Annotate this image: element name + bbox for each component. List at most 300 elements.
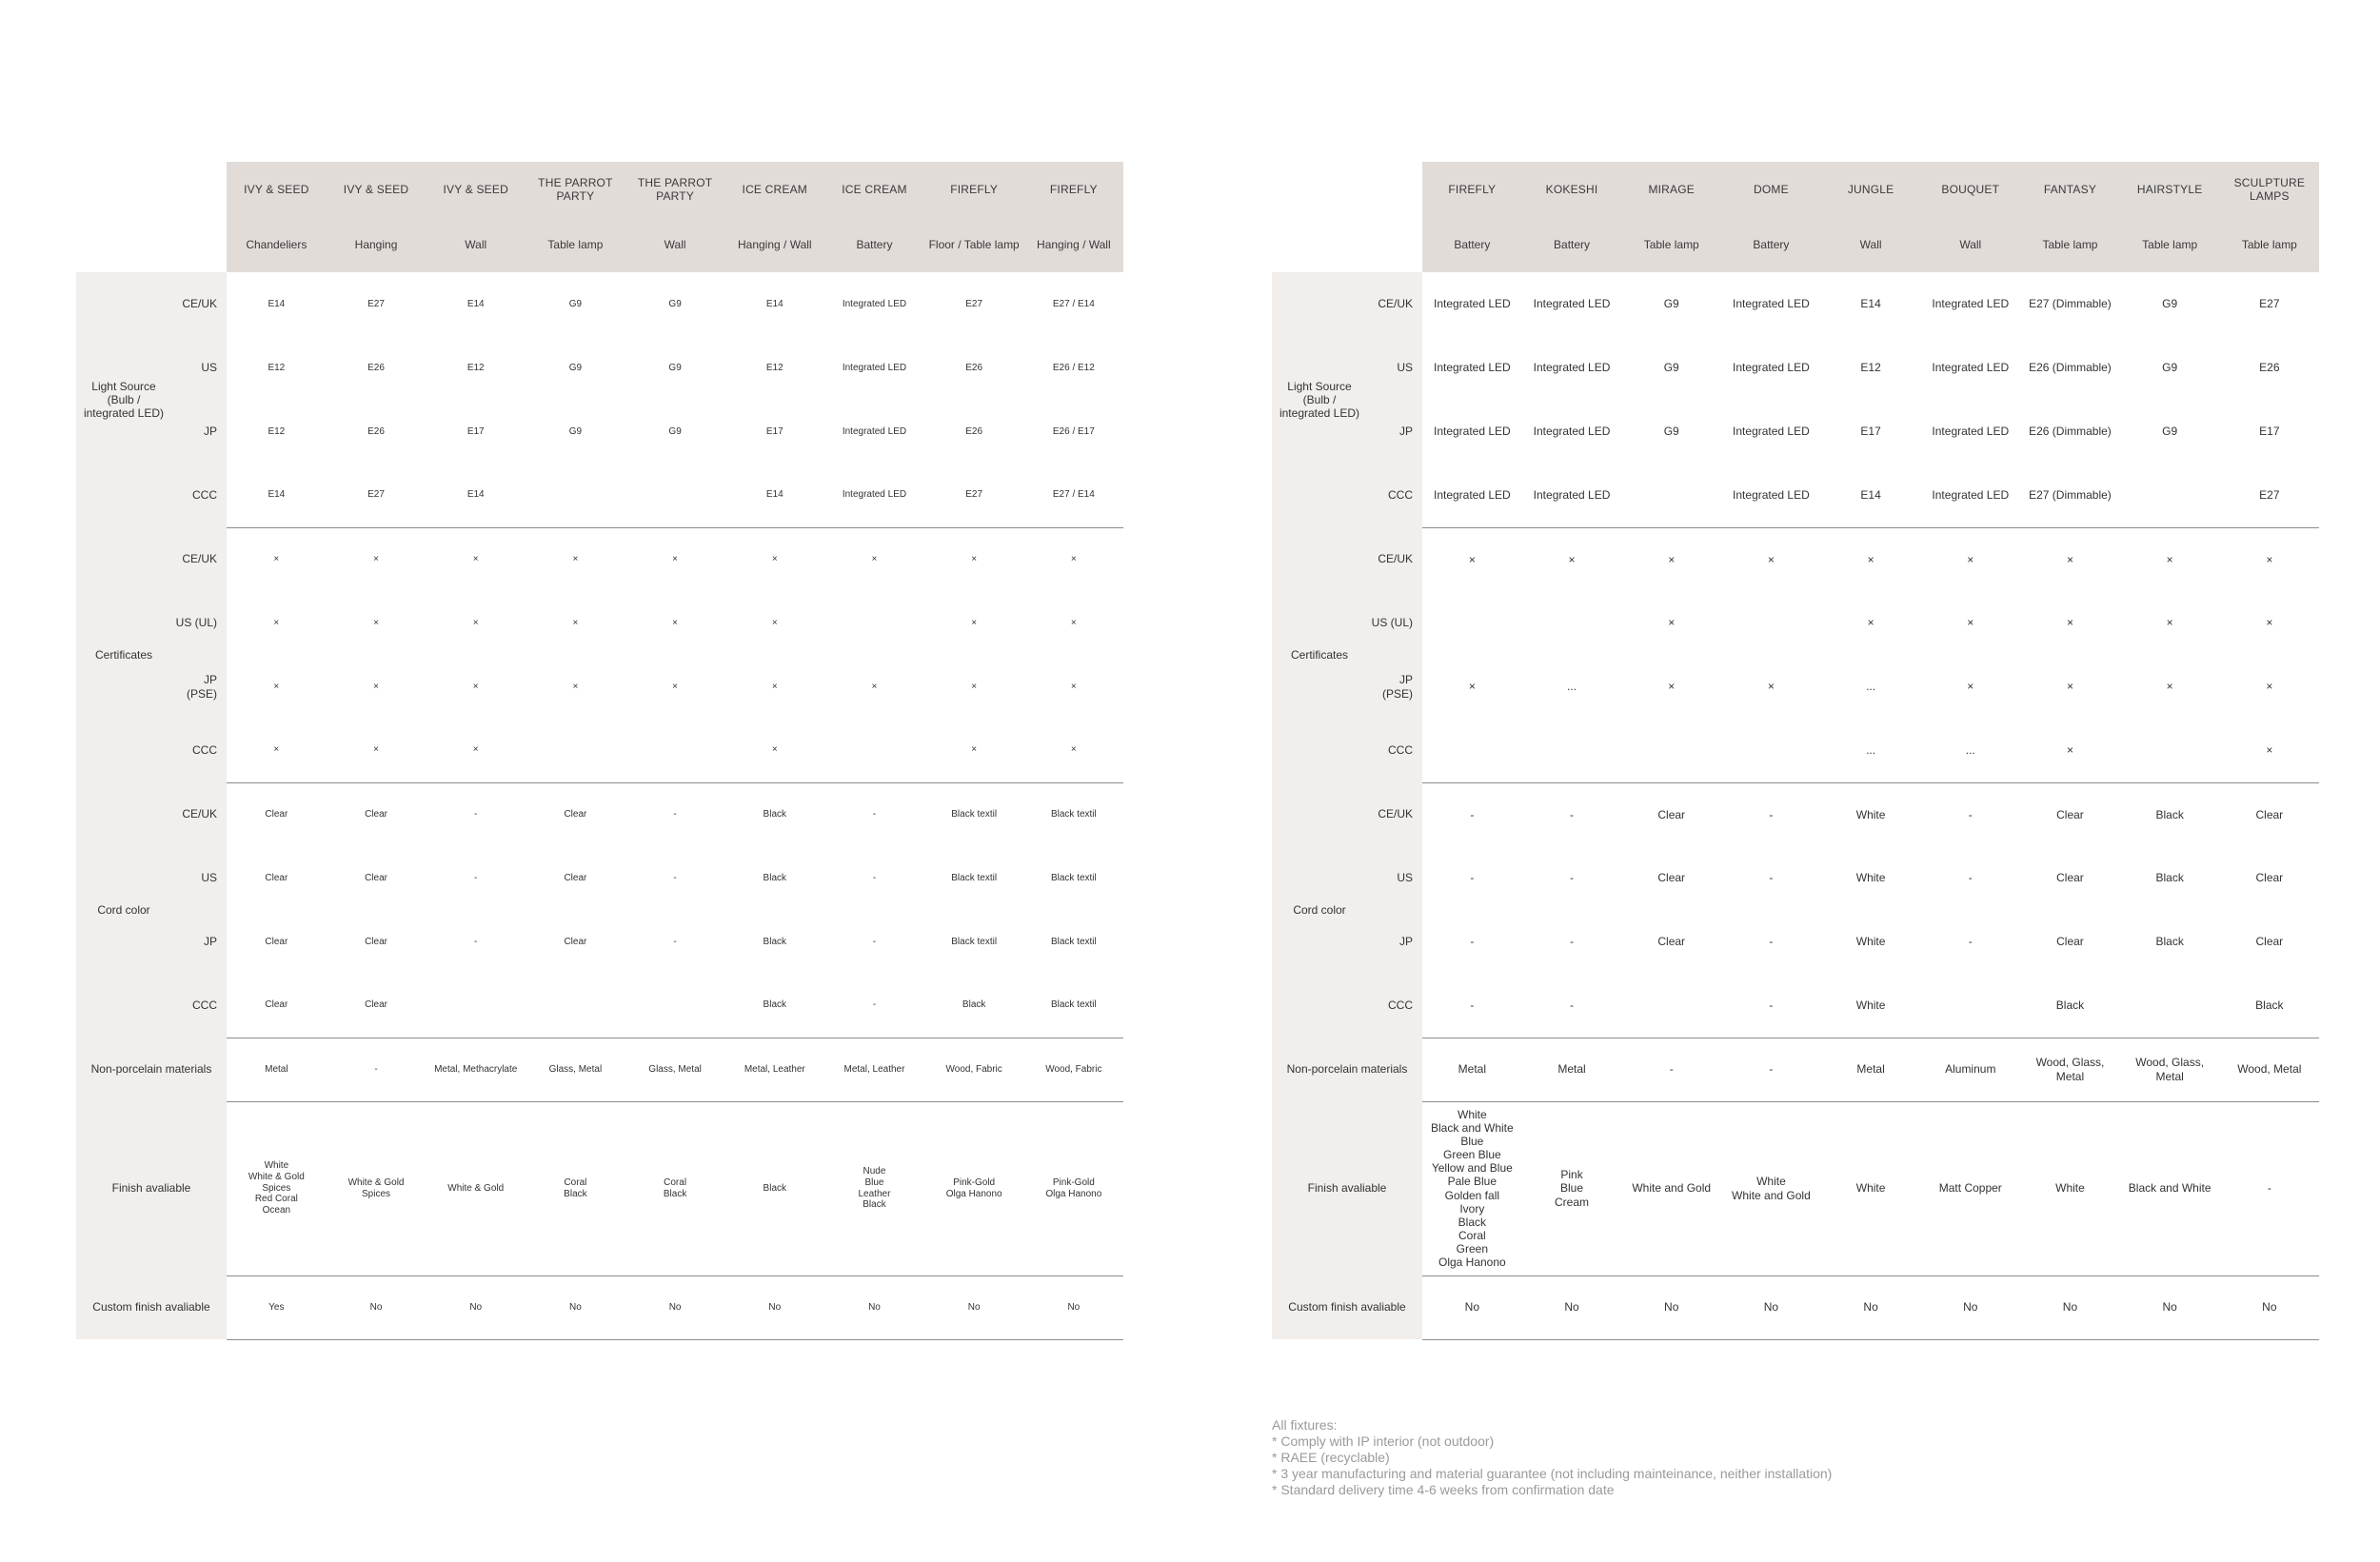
table-cell: - (824, 974, 924, 1038)
table-cell: Wood, Glass, Metal (2120, 1038, 2220, 1101)
table-cell: E27 / E14 (1052, 298, 1095, 309)
header-row-types (1272, 217, 2319, 272)
table-cell: G9 (568, 425, 583, 437)
table-cell: × (2066, 552, 2073, 566)
table-cell (1621, 1101, 1721, 1275)
table-cell: - (1570, 807, 1575, 821)
table-cell (2120, 719, 2220, 782)
table-cell: Integrated LED (842, 298, 907, 309)
table-cell: × (1767, 552, 1775, 566)
table-cell: × (327, 719, 426, 782)
table-cell: × (273, 553, 280, 564)
table-cell: Clear (265, 872, 288, 883)
table-cell: - (1968, 807, 1973, 821)
finish-option: Pink (1560, 1168, 1583, 1182)
table-cell: × (472, 681, 479, 692)
table-cell: Integrated LED (1721, 464, 1821, 527)
finish-option: Black (663, 1188, 687, 1199)
header-row-names (76, 162, 1123, 217)
table-cell: Clear (365, 936, 387, 947)
table-cell: - (1422, 974, 1522, 1038)
table-cell (824, 719, 924, 782)
table-cell: Black textil (1050, 872, 1097, 883)
table-cell: E17 (2259, 425, 2280, 439)
table-cell: × (2266, 616, 2273, 630)
table-cell: - (1968, 871, 1973, 885)
finish-option: Nude (863, 1165, 886, 1176)
table-row (1272, 1038, 2319, 1101)
column-product-name: SCULPTURE LAMPS (2220, 162, 2320, 217)
table-cell: G9 (568, 298, 583, 309)
table-cell: E27 (924, 464, 1024, 527)
table-cell (824, 591, 924, 655)
table-row (1272, 1275, 2319, 1339)
finish-option: Black (1458, 1215, 1487, 1229)
table-cell: - (673, 936, 677, 947)
table-row (76, 591, 1123, 655)
region-label: CCC (1367, 974, 1422, 1038)
region-label: US (UL) (171, 591, 227, 655)
table-cell: × (2066, 680, 2073, 694)
table-cell: - (474, 808, 478, 820)
finish-option: Black and White (2128, 1181, 2211, 1196)
finish-option: White & Gold (347, 1176, 405, 1188)
table-cell (1422, 591, 1522, 655)
table-cell: No (924, 1275, 1024, 1339)
table-cell: Integrated LED (1932, 297, 2010, 311)
table-cell: - (872, 808, 877, 820)
table-cell: E26 (367, 362, 385, 373)
region-label: JP (171, 400, 227, 464)
finish-option: Matt Copper (1938, 1181, 2002, 1196)
table-cell: Black (2220, 974, 2320, 1038)
table-row (1272, 910, 2319, 974)
table-cell: White (1855, 807, 1886, 821)
table-cell: × (1767, 680, 1775, 694)
table-cell: Clear (2255, 871, 2284, 885)
table-cell (1920, 1101, 2020, 1275)
table-cell: Black (763, 808, 786, 820)
table-cell: - (474, 936, 478, 947)
column-product-type: Floor / Table lamp (924, 217, 1024, 272)
table-cell: E27 (Dimmable) (2029, 297, 2112, 311)
table-row (76, 400, 1123, 464)
table-cell: Clear (1657, 935, 1686, 949)
table-cell: No (2120, 1275, 2220, 1339)
column-product-type: Hanging / Wall (724, 217, 824, 272)
table-cell (2220, 1101, 2320, 1275)
table-cell: × (2020, 719, 2120, 782)
column-product-type: Hanging / Wall (1024, 217, 1124, 272)
table-row (1272, 336, 2319, 400)
table-cell: Clear (564, 872, 587, 883)
table-cell: - (474, 872, 478, 883)
table-cell: × (672, 553, 679, 564)
table-cell: G9 (2162, 425, 2178, 439)
finish-option: Olga Hanono (1438, 1256, 1506, 1270)
finish-option: Cream (1555, 1195, 1590, 1209)
column-product-name: MIRAGE (1621, 162, 1721, 217)
table-cell: × (1070, 553, 1077, 564)
table-cell: × (2166, 680, 2173, 694)
table-cell: E26 (965, 362, 983, 373)
column-product-type: Table lamp (2220, 217, 2320, 272)
table-cell: - (673, 872, 677, 883)
table-cell: E14 (426, 464, 526, 527)
group-label: Light Source (Bulb / integrated LED) (76, 272, 171, 527)
table-cell: White (1855, 935, 1886, 949)
finish-option: White (1458, 1107, 1487, 1121)
table-row (76, 527, 1123, 591)
table-cell: G9 (668, 425, 682, 437)
column-product-type: Wall (625, 217, 725, 272)
column-product-name: THE PARROT PARTY (625, 162, 725, 217)
table-cell: × (572, 681, 579, 692)
finish-option: Yellow and Blue (1431, 1161, 1513, 1176)
table-cell (2120, 974, 2220, 1038)
table-cell: Metal, Leather (824, 1038, 924, 1101)
table-cell: × (1070, 617, 1077, 628)
table-row (76, 272, 1123, 336)
table-cell (1821, 1101, 1921, 1275)
table-cell: × (1867, 616, 1874, 630)
table-row (76, 336, 1123, 400)
region-label: CCC (171, 464, 227, 527)
table-cell: × (971, 681, 978, 692)
table-cell: Clear (265, 936, 288, 947)
table-cell: E27 (367, 298, 385, 309)
table-row (1272, 527, 2319, 591)
table-cell: Glass, Metal (625, 1038, 725, 1101)
column-product-name: DOME (1721, 162, 1821, 217)
column-product-type: Battery (1721, 217, 1821, 272)
table-cell: × (1668, 552, 1676, 566)
column-product-name: IVY & SEED (327, 162, 426, 217)
finish-option: Olga Hanono (945, 1188, 1002, 1199)
table-cell: Black (924, 974, 1024, 1038)
finish-option: Black (863, 1199, 886, 1211)
column-product-name: FIREFLY (1422, 162, 1522, 217)
table-cell: Clear (327, 974, 426, 1038)
table-cell: G9 (2162, 297, 2178, 311)
table-cell: Metal (1522, 1038, 1622, 1101)
table-cell (1621, 464, 1721, 527)
table-cell (526, 1101, 625, 1275)
column-product-type: Wall (1821, 217, 1921, 272)
region-label: CE/UK (1367, 527, 1422, 591)
table-row (1272, 400, 2319, 464)
table-cell: Clear (2056, 935, 2084, 949)
table-cell: Metal, Leather (724, 1038, 824, 1101)
finish-option: Red Coral (254, 1194, 298, 1205)
table-row (76, 782, 1123, 846)
group-label: Cord color (76, 782, 171, 1038)
note-item: * Standard delivery time 4-6 weeks from confirmation date (1272, 1482, 1615, 1497)
table-cell: × (472, 617, 479, 628)
header-row-names (1272, 162, 2319, 217)
note-item: * RAEE (recyclable) (1272, 1450, 1390, 1465)
table-cell: × (273, 681, 280, 692)
table-cell: E27 (965, 298, 983, 309)
finish-option: Coral (664, 1176, 687, 1188)
table-row (1272, 974, 2319, 1038)
region-label: CCC (171, 974, 227, 1038)
table-cell: × (1668, 680, 1676, 694)
table-cell: × (1024, 719, 1124, 782)
table-row (1272, 719, 2319, 782)
table-cell: - (327, 1038, 426, 1101)
table-cell: Black textil (1050, 808, 1097, 820)
table-cell: No (1024, 1275, 1124, 1339)
column-product-name: KOKESHI (1522, 162, 1622, 217)
region-label: US (UL) (1367, 591, 1422, 655)
region-label: CE/UK (171, 272, 227, 336)
table-cell: × (1668, 616, 1676, 630)
group-label: Certificates (1272, 527, 1367, 782)
table-cell: × (572, 553, 579, 564)
table-cell: E27 (2259, 297, 2280, 311)
table-cell: × (1967, 616, 1974, 630)
table-cell: No (426, 1275, 526, 1339)
table-cell: - (872, 936, 877, 947)
table-cell: Integrated LED (842, 425, 907, 437)
table-cell: - (1769, 807, 1774, 821)
table-cell: × (771, 617, 778, 628)
table-cell: Integrated LED (1522, 464, 1622, 527)
column-product-name: IVY & SEED (227, 162, 327, 217)
table-cell: No (1621, 1275, 1721, 1339)
table-cell: - (1470, 935, 1475, 949)
region-label: JP (PSE) (171, 655, 227, 719)
table-cell: × (472, 553, 479, 564)
column-product-type: Wall (1920, 217, 2020, 272)
table-cell: Clear (1657, 807, 1686, 821)
finish-option: Spices (262, 1182, 291, 1194)
table-cell: ... (1920, 719, 2020, 782)
finish-option: Black (564, 1188, 587, 1199)
table-cell: Black (763, 936, 786, 947)
table-cell: E26 / E17 (1052, 425, 1095, 437)
column-product-type: Battery (1522, 217, 1622, 272)
table-cell (824, 1101, 924, 1275)
table-cell: E12 (268, 362, 286, 373)
table-cell (625, 1101, 725, 1275)
column-product-name: FANTASY (2020, 162, 2120, 217)
table-cell (2020, 1101, 2120, 1275)
table-cell: No (526, 1275, 625, 1339)
region-label: JP (1367, 910, 1422, 974)
table-cell: Integrated LED (1932, 361, 2010, 375)
table-cell (1621, 974, 1721, 1038)
table-row (1272, 782, 2319, 846)
table-cell (1522, 591, 1622, 655)
table-cell: Integrated LED (1533, 297, 1611, 311)
table-cell: No (1721, 1275, 1821, 1339)
table-cell: × (672, 681, 679, 692)
region-label: JP (171, 910, 227, 974)
table-cell: Black (724, 974, 824, 1038)
table-cell: Black (2155, 935, 2184, 949)
table-cell (426, 974, 526, 1038)
table-cell: G9 (668, 362, 682, 373)
finish-option: Ivory (1459, 1201, 1485, 1216)
table-cell: E26 (Dimmable) (2029, 425, 2112, 439)
table-cell: Black (2155, 807, 2184, 821)
table-cell (724, 1101, 824, 1275)
table-cell: Clear (1657, 871, 1686, 885)
region-label: US (1367, 336, 1422, 400)
table-cell: Black (2155, 871, 2184, 885)
finish-option: Pink-Gold (1052, 1176, 1095, 1188)
table-cell (1024, 1101, 1124, 1275)
table-cell: × (672, 617, 679, 628)
table-cell: Integrated LED (1433, 297, 1511, 311)
region-label: JP (PSE) (1367, 655, 1422, 719)
finish-option: - (2267, 1181, 2271, 1196)
table-cell: × (1468, 680, 1476, 694)
table-row (76, 1101, 1123, 1275)
table-cell: Black (2020, 974, 2120, 1038)
header-row-types (76, 217, 1123, 272)
table-cell: × (373, 553, 379, 564)
table-cell: Integrated LED (1422, 464, 1522, 527)
table-cell (1422, 1101, 1522, 1275)
header-corner (76, 162, 227, 217)
table-cell: × (1867, 552, 1874, 566)
table-cell: No (2220, 1275, 2320, 1339)
group-label: Cord color (1272, 782, 1367, 1038)
table-row (76, 464, 1123, 527)
column-product-name: JUNGLE (1821, 162, 1921, 217)
table-cell: Black textil (1050, 936, 1097, 947)
region-label: US (171, 336, 227, 400)
table-cell: ... (1821, 719, 1921, 782)
table-cell: Clear (564, 808, 587, 820)
table-cell: E12 (765, 362, 783, 373)
table-cell: Integrated LED (1533, 425, 1611, 439)
table-cell: Metal, Methacrylate (426, 1038, 526, 1101)
table-cell: × (2166, 552, 2173, 566)
table-cell: × (2266, 680, 2273, 694)
table-cell: Clear (564, 936, 587, 947)
table-cell: × (771, 681, 778, 692)
table-cell: × (871, 553, 878, 564)
table-cell: × (2066, 616, 2073, 630)
table-cell: E17 (765, 425, 783, 437)
table-cell: - (1522, 974, 1622, 1038)
spec-table-left (76, 162, 1123, 1340)
table-row (1272, 272, 2319, 336)
table-cell: × (2220, 719, 2320, 782)
table-cell: Wood, Fabric (1024, 1038, 1124, 1101)
column-product-name: FIREFLY (924, 162, 1024, 217)
finish-option: White & Gold (447, 1182, 505, 1194)
group-label: Light Source (Bulb / integrated LED) (1272, 272, 1367, 527)
finish-option: Golden fall (1444, 1188, 1500, 1202)
column-product-name: BOUQUET (1920, 162, 2020, 217)
note-item: * 3 year manufacturing and material guarantee (not including mainteinance, neither installation) (1272, 1466, 1833, 1481)
finish-option: Coral (564, 1176, 587, 1188)
column-product-name: ICE CREAM (724, 162, 824, 217)
table-cell (924, 1101, 1024, 1275)
table-cell: × (227, 719, 327, 782)
group-label: Finish avaliable (76, 1101, 227, 1275)
table-cell: Yes (227, 1275, 327, 1339)
table-cell: × (426, 719, 526, 782)
finish-option: White and Gold (1632, 1181, 1712, 1196)
table-cell: - (1721, 1038, 1821, 1101)
finish-option: Blue (864, 1176, 884, 1188)
table-cell (625, 974, 725, 1038)
finish-option: Blue (1560, 1181, 1584, 1196)
table-cell: - (1570, 935, 1575, 949)
header-corner (76, 217, 227, 272)
table-cell: Metal (1422, 1038, 1522, 1101)
table-cell: × (924, 719, 1024, 782)
group-label: Non-porcelain materials (1272, 1038, 1422, 1101)
column-product-name: IVY & SEED (426, 162, 526, 217)
table-cell: G9 (668, 298, 682, 309)
group-label: Custom finish avaliable (1272, 1275, 1422, 1339)
finish-option: White (264, 1160, 289, 1171)
region-label: US (171, 846, 227, 910)
table-cell (526, 464, 625, 527)
table-cell: No (724, 1275, 824, 1339)
table-cell (625, 719, 725, 782)
table-cell (426, 1101, 526, 1275)
column-product-type: Wall (426, 217, 526, 272)
table-cell: E27 (Dimmable) (2020, 464, 2120, 527)
table-cell (1721, 591, 1821, 655)
fixture-notes (1272, 1417, 1832, 1498)
table-cell: - (1570, 871, 1575, 885)
table-cell: Aluminum (1920, 1038, 2020, 1101)
table-cell: G9 (1663, 361, 1679, 375)
table-cell: × (373, 617, 379, 628)
table-cell (1621, 719, 1721, 782)
table-row (76, 910, 1123, 974)
table-cell: E14 (466, 298, 485, 309)
table-cell: Clear (265, 808, 288, 820)
table-row (76, 974, 1123, 1038)
region-label: CE/UK (1367, 272, 1422, 336)
region-label: CCC (171, 719, 227, 782)
finish-option: Black and White (1430, 1120, 1514, 1135)
table-cell (1920, 974, 2020, 1038)
column-product-name: FIREFLY (1024, 162, 1124, 217)
table-cell: No (1920, 1275, 2020, 1339)
table-cell: No (1821, 1275, 1921, 1339)
table-cell (526, 974, 625, 1038)
table-cell: Clear (2255, 935, 2284, 949)
table-row (1272, 1101, 2319, 1275)
region-label: CCC (1367, 719, 1422, 782)
table-cell (2120, 464, 2220, 527)
table-cell: - (1470, 871, 1475, 885)
table-cell: Integrated LED (824, 464, 924, 527)
table-row (1272, 846, 2319, 910)
region-label: US (1367, 846, 1422, 910)
column-product-name: ICE CREAM (824, 162, 924, 217)
table-cell: × (1967, 552, 1974, 566)
finish-option: White (2055, 1181, 2085, 1196)
finish-option: Pale Blue (1447, 1175, 1497, 1189)
table-cell: - (872, 872, 877, 883)
table-cell: Integrated LED (1932, 425, 2010, 439)
table-cell: × (771, 553, 778, 564)
finish-option: White (1756, 1175, 1786, 1189)
finish-option: White (1855, 1181, 1886, 1196)
